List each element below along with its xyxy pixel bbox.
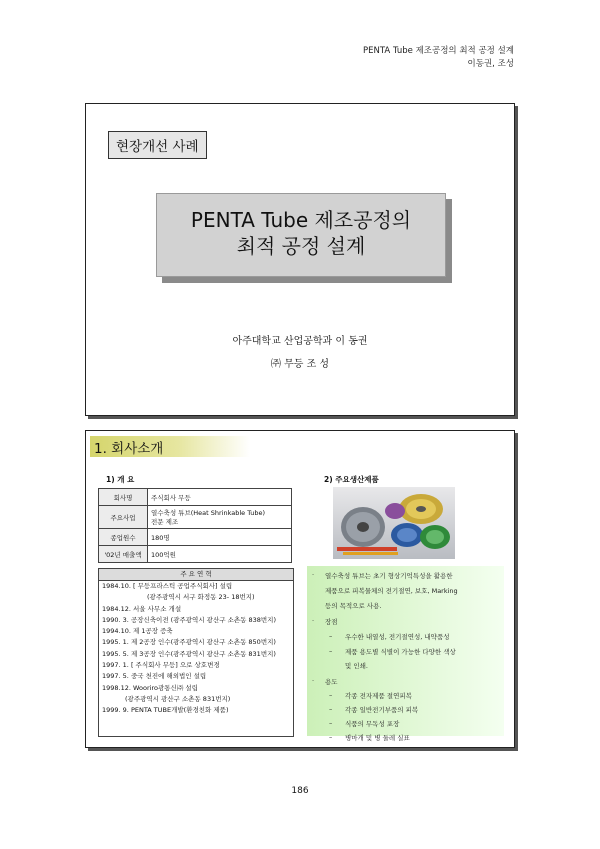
intro-line: 열수축성 튜브는 초기 형상기억특성을 활용한	[325, 572, 453, 580]
bullet: ·	[312, 677, 315, 685]
running-header-authors: 이동권, 조성	[467, 59, 514, 69]
title-slide	[85, 103, 515, 416]
products-label: 2) 주요생산제품	[324, 475, 379, 484]
bullet: ·	[312, 617, 315, 625]
info-label: 회사명	[99, 489, 148, 506]
slide-title-line2: 최적 공정 설계	[236, 234, 366, 258]
info-value-line2: 전문 제조	[151, 518, 179, 526]
history-item: 1999. 9. PENTA TUBE개발(환경친화 제품)	[102, 706, 229, 715]
intro-line: 등의 목적으로 사용.	[325, 602, 382, 610]
dash: –	[329, 719, 333, 727]
product-description-box	[307, 566, 504, 742]
uses-label: 용도	[325, 678, 338, 686]
history-item: 1984.12. 서울 사무소 개설	[102, 604, 182, 613]
section-title: 1. 회사소개	[94, 441, 164, 457]
history-title: 주 요 연 혁	[99, 569, 293, 581]
info-value: 주식회사 무등	[148, 489, 292, 506]
history-item: 1994.10. 제 1공장 증축	[102, 627, 173, 636]
dash: –	[329, 647, 333, 655]
info-value: 180명	[148, 529, 292, 546]
product-photo	[333, 487, 455, 559]
table-row	[99, 506, 292, 529]
info-value	[148, 506, 292, 529]
company-intro-slide	[85, 430, 515, 748]
info-value-line1: 열수축성 튜브(Heat Shrinkable Tube)	[151, 509, 265, 517]
dash: –	[329, 632, 333, 640]
feature-item: 및 인쇄.	[345, 662, 368, 670]
table-row	[99, 529, 292, 546]
history-item: 1997. 5. 중국 천진에 해외법인 설립	[102, 672, 207, 681]
overview-label: 1) 개 요	[106, 475, 135, 484]
title-box	[156, 193, 446, 277]
history-item: 1997. 1. [ 주식회사 무등] 으로 상호변경	[102, 661, 220, 670]
dash: –	[329, 691, 333, 699]
dash: –	[329, 733, 333, 741]
history-box	[98, 568, 294, 737]
dash: –	[329, 705, 333, 713]
history-item: (광주광역시 서구 화정동 23- 18번지)	[147, 593, 255, 602]
history-item: 1995. 1. 제 2공장 인수(광주광역시 광산구 소촌동 850번지)	[102, 638, 276, 647]
info-label: 주요사업	[99, 506, 148, 529]
use-item: 각종 일반전기부품의 피복	[345, 706, 419, 714]
history-item: 1990. 3. 공장신축이전 (광주광역시 광산구 소촌동 838번지)	[102, 615, 276, 624]
slide-title-line1: PENTA Tube 제조공정의	[190, 208, 412, 232]
history-item: 1998.12. Wooriro광통신㈜ 설립	[102, 683, 198, 692]
use-item: 각종 전자제품 절연피복	[345, 692, 412, 700]
author-affiliation-2: ㈜ 무등 조 성	[270, 359, 330, 370]
feature-item: 제품 용도별 식별이 가능한 다양한 색상	[345, 648, 456, 656]
info-label: 종업원수	[99, 529, 148, 546]
intro-line: 제품으로 피복물체의 전기절연, 보호, Marking	[325, 587, 458, 595]
bullet: ·	[312, 571, 315, 579]
features-label: 장점	[325, 618, 338, 626]
table-row	[99, 489, 292, 506]
author-affiliation-1: 아주대학교 산업공학과 이 동권	[232, 336, 368, 347]
history-item: (광주광역시 광산구 소촌동 831번지)	[125, 694, 231, 703]
case-tag: 현장개선 사례	[108, 131, 207, 159]
history-item: 1995. 5. 제 3공장 인수(광주광역시 광산구 소촌동 831번지)	[102, 649, 276, 658]
info-label: '02년 매출액	[99, 546, 148, 563]
history-item: 1984.10. [ 무등프라스틱 공업주식회사] 설립	[102, 582, 233, 590]
table-row	[99, 546, 292, 563]
page-number: 186	[291, 786, 309, 796]
running-header-title: PENTA Tube 제조공정의 최적 공정 설계	[363, 46, 514, 56]
company-info-table	[98, 488, 292, 563]
info-value: 100억원	[148, 546, 292, 563]
feature-item: 우수한 내열성, 전기절연성, 내약품성	[345, 633, 450, 641]
use-item: 식품의 무독성 포장	[345, 720, 400, 728]
use-item: 병마개 및 병 둘레 실표	[345, 734, 410, 742]
